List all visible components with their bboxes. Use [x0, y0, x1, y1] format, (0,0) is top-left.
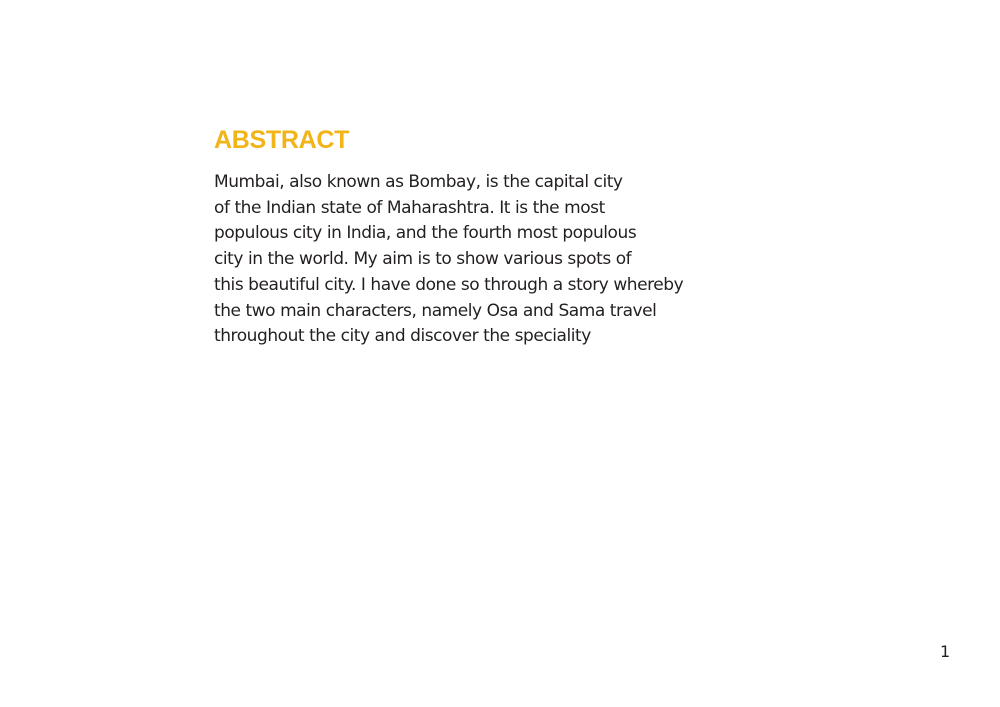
- abstract-line: this beautiful city. I have done so through a story whereby: [214, 274, 684, 295]
- abstract-line: Mumbai, also known as Bombay, is the capital city: [214, 172, 623, 192]
- page-number: 1: [940, 642, 951, 661]
- abstract-heading: ABSTRACT: [214, 126, 350, 154]
- abstract-line: the two main characters, namely Osa and Sama travel: [214, 300, 657, 321]
- abstract-line: throughout the city and discover the speciality: [214, 326, 591, 347]
- abstract-body: [214, 170, 683, 350]
- abstract-line: populous city in India, and the fourth most populous: [214, 223, 637, 244]
- abstract-line: of the Indian state of Maharashtra. It is the most: [214, 197, 605, 218]
- abstract-line: city in the world. My aim is to show various spots of: [214, 249, 632, 270]
